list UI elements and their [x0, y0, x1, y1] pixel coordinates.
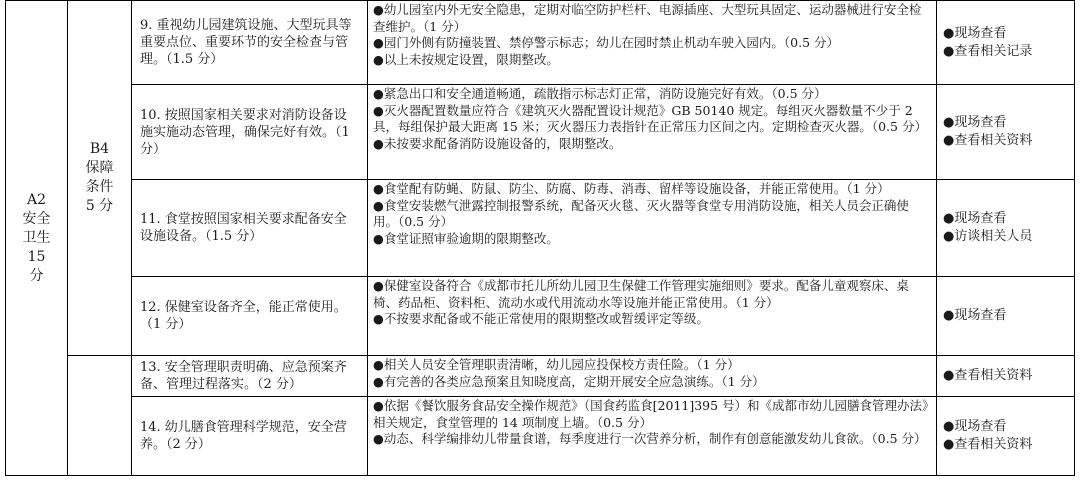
criterion-cell-9 — [132, 0, 368, 85]
criterion-cell-14 — [132, 397, 368, 476]
criterion-text-14: 14. 幼儿膳食管理科学规范，安全营养。（2 分） — [140, 420, 347, 452]
subcategory-continuation-cell — [68, 356, 132, 476]
standard-item: ●不按要求配备或不能正常使用的限期整改或暂缓评定等级。 — [373, 311, 709, 326]
method-cell-13 — [937, 356, 1075, 397]
method-item: ●现场查看 — [943, 25, 1007, 41]
criterion-cell-13 — [132, 356, 368, 397]
method-item: ●现场查看 — [943, 308, 1007, 323]
standard-item: ●食堂安装燃气泄露控制报警系统，配备灭火毯、灭火器等食堂专用消防设施，相关人员会正确使用。（0.5 分） — [373, 197, 909, 229]
method-cell-9 — [937, 0, 1075, 85]
category-score-line-1: 15 — [27, 248, 46, 265]
method-item: ●现场查看 — [943, 211, 1007, 226]
standard-item: ●有完善的各类应急预案且知晓度高，定期开展安全应急演练。（1 分） — [373, 373, 765, 389]
category-code: A2 — [26, 191, 47, 208]
criterion-cell-10 — [132, 85, 368, 180]
method-item: ●现场查看 — [943, 419, 1007, 434]
method-item: ●查看相关资料 — [943, 368, 1033, 383]
standard-item: ●以上未按规定设置，限期整改。 — [373, 51, 559, 67]
standard-cell-11 — [368, 180, 937, 277]
method-cell-10 — [937, 85, 1075, 180]
criterion-text-10: 10. 按照国家相关要求对消防设备设施实施动态管理，确保完好有效。（1 分） — [140, 107, 350, 157]
standard-item: ●食堂证照审验逾期的限期整改。 — [373, 230, 559, 246]
method-item: ●查看相关资料 — [943, 133, 1033, 148]
standard-item: ●灭火器配置数量应符合《建筑灭火器配置设计规范》GB 50140 规定。每组灭火器数量不少于 2 具，每组保护最大距离 15 米；灭火器压力表指针在正常压力区间之内。定期检查灭火器。（0.5 分） — [373, 102, 927, 134]
criterion-cell-11 — [132, 180, 368, 277]
standard-item: ●食堂配有防蝇、防鼠、防尘、防腐、防毒、消毒、留样等设施设备，并能正常使用。（1 分） — [373, 181, 890, 196]
standard-item: ●紧急出口和安全通道畅通，疏散指示标志灯正常，消防设施完好有效。（0.5 分） — [373, 86, 827, 101]
standard-cell-12 — [368, 277, 937, 356]
standard-cell-10 — [368, 85, 937, 180]
category-score-line-2: 分 — [29, 267, 44, 284]
category-name-line-1: 安全 — [22, 210, 51, 227]
standard-item: ●动态、科学编排幼儿带量食谱，每季度进行一次营养分析，制作有创意能激发幼儿食欲。（0.5 分） — [373, 431, 927, 446]
criterion-text-12: 12. 保健室设备齐全，能正常使用。（1 分） — [140, 300, 347, 332]
subcategory-code: B4 — [89, 141, 110, 157]
method-item: ●查看相关记录 — [943, 43, 1033, 59]
standard-item: ●园门外侧有防撞装置、禁停警示标志；幼儿在园时禁止机动车驶入园内。（0.5 分） — [373, 35, 840, 50]
method-cell-12 — [937, 277, 1075, 356]
subcategory-score: 5 分 — [85, 198, 114, 214]
category-cell — [5, 0, 68, 476]
criterion-text-9: 9. 重视幼儿园建筑设施、大型玩具等重要点位、重要环节的安全检查与管理。（1.5 分） — [140, 18, 352, 67]
standard-item: ●未按要求配备消防设施设备的，限期整改。 — [373, 135, 622, 151]
method-cell-11 — [937, 180, 1075, 277]
criterion-cell-12 — [132, 277, 368, 356]
standard-item: ●幼儿园室内外无安全隐患，定期对临空防护栏杆、电源插座、大型玩具固定、运动器械进行安全检查维护。（1 分） — [373, 2, 922, 34]
standard-item: ●依据《餐饮服务食品安全操作规范》（国食药监食[2011]395 号）和《成都市幼儿园膳食管理办法》相关规定，食堂管理的 14 项制度上墙。（0.5 分） — [373, 398, 929, 430]
subcategory-name-line-2: 条件 — [85, 179, 114, 195]
standard-cell-13 — [368, 356, 937, 397]
standard-item: ●保健室设备符合《成都市托儿所幼儿园卫生保健工作管理实施细则》要求。配备儿童观察床、桌椅、药品柜、资料柜、流动水或代用流动水等设施并能正常使用。（1 分） — [373, 278, 909, 310]
standard-item: ●相关人员安全管理职责清晰，幼儿园应投保校方责任险。（1 分） — [373, 357, 740, 372]
criterion-text-13: 13. 安全管理职责明确、应急预案齐备、管理过程落实。（2 分） — [140, 360, 347, 392]
criterion-text-11: 11. 食堂按照国家相关要求配备安全设施设备。（1.5 分） — [140, 212, 347, 244]
category-name-line-2: 卫生 — [22, 229, 51, 246]
method-item: ●查看相关资料 — [943, 437, 1033, 452]
standard-cell-9 — [368, 0, 937, 85]
standard-cell-14 — [368, 397, 937, 476]
method-item: ●现场查看 — [943, 115, 1007, 130]
method-cell-14 — [937, 397, 1075, 476]
method-item: ●访谈相关人员 — [943, 229, 1033, 244]
subcategory-cell — [68, 0, 132, 356]
subcategory-name-line-1: 保障 — [85, 160, 114, 176]
